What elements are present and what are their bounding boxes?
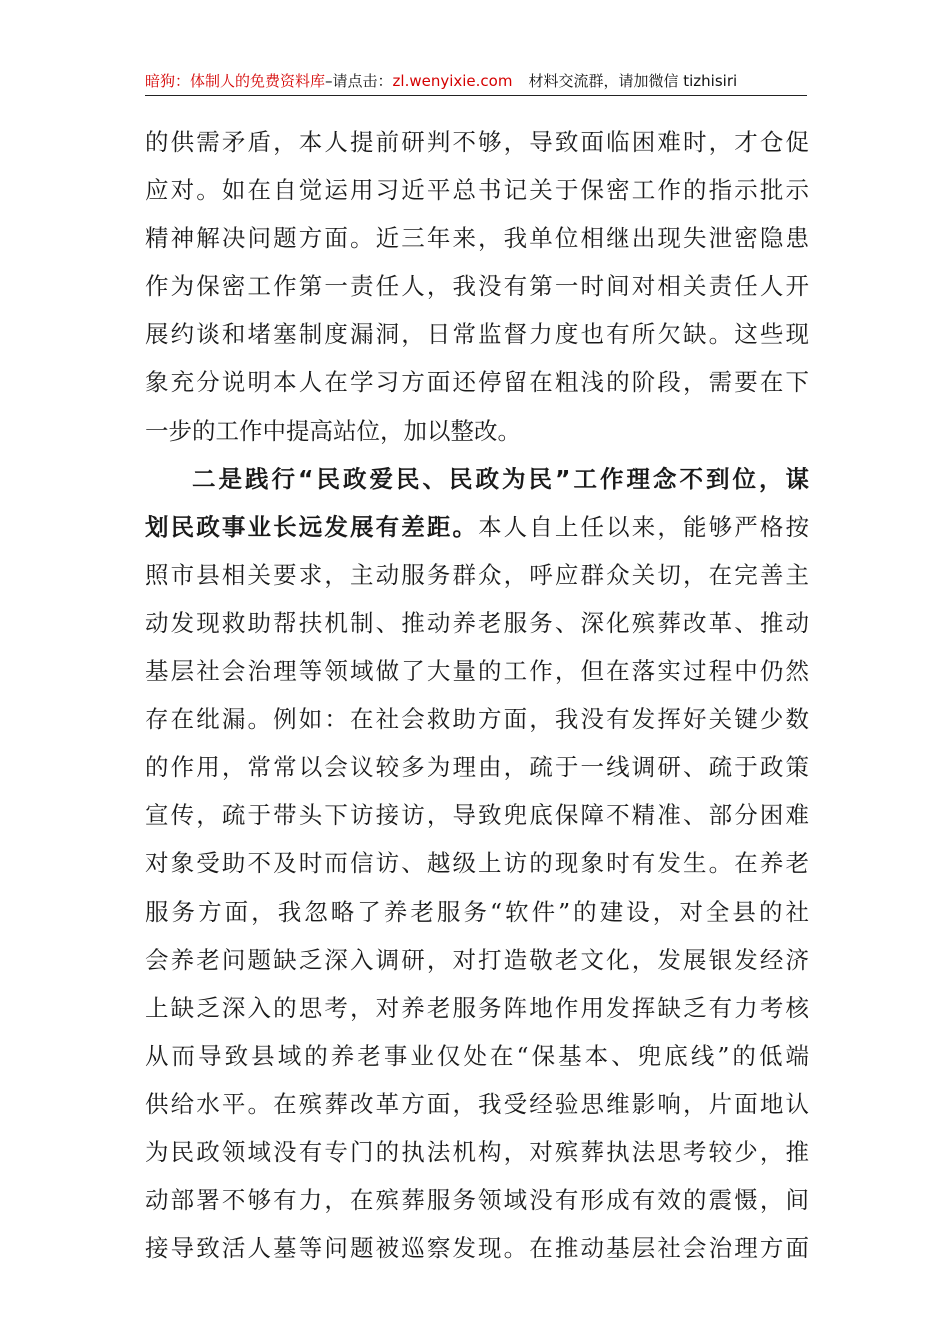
section-heading: 二是践行“民政爱民、民政为民”工作理念不到位，谋: [192, 464, 809, 493]
paragraph-line-mixed: [145, 503, 809, 551]
section-heading-end: 划民政事业长远发展有差距。: [145, 512, 479, 541]
paragraph-line: 从而导致县域的养老事业仅处在“保基本、兜底线”的低端: [145, 1041, 809, 1070]
paragraph-line: 服务方面，我忽略了养老服务“软件”的建设，对全县的社: [145, 897, 809, 926]
paragraph-line: 的作用，常常以会议较多为理由，疏于一线调研、疏于政策: [145, 753, 809, 782]
paragraph-line: 存在纰漏。例如：在社会救助方面，我没有发挥好关键少数: [145, 705, 809, 734]
paragraph-line: 宣传，疏于带头下访接访，导致兜底保障不精准、部分困难: [145, 801, 809, 830]
paragraph-line: 上缺乏深入的思考，对养老服务阵地作用发挥缺乏有力考核: [145, 993, 809, 1022]
paragraph-line: 精神解决问题方面。近三年来，我单位相继出现失泄密隐患: [145, 224, 809, 253]
header-click-label: –请点击：: [325, 72, 393, 90]
header-group-text: 材料交流群，请加微信 tizhisiri: [528, 72, 738, 90]
paragraph-1: [145, 118, 809, 455]
paragraph-line: 为民政领域没有专门的执法机构，对殡葬执法思考较少，推: [145, 1137, 809, 1166]
paragraph-line: 的供需矛盾，本人提前研判不够，导致面临困难时，才仓促: [145, 128, 809, 156]
paragraph-line: 对象受助不及时而信访、越级上访的现象时有发生。在养老: [145, 849, 809, 878]
paragraph-line: 会养老问题缺乏深入调研，对打造敬老文化，发展银发经济: [145, 945, 809, 974]
paragraph-line: 动部署不够有力，在殡葬服务领域没有形成有效的震慑，间: [145, 1186, 809, 1215]
page-header: [145, 70, 807, 96]
paragraph-line: 基层社会治理等领域做了大量的工作，但在落实过程中仍然: [145, 657, 809, 686]
paragraph-text: 本人自上任以来，能够严格按: [478, 512, 810, 541]
header-divider: [145, 95, 807, 96]
paragraph-2: [145, 455, 809, 1273]
paragraph-line: 动发现救助帮扶机制、推动养老服务、深化殡葬改革、推动: [145, 608, 809, 637]
document-body: [145, 118, 809, 1272]
paragraph-line: 接导致活人墓等问题被巡察发现。在推动基层社会治理方面: [145, 1234, 809, 1263]
paragraph-line: 展约谈和堵塞制度漏洞，日常监督力度也有所欠缺。这些现: [145, 320, 809, 349]
paragraph-line: 象充分说明本人在学习方面还停留在粗浅的阶段，需要在下: [145, 368, 809, 397]
paragraph-line: 供给水平。在殡葬改革方面，我受经验思维影响，片面地认: [145, 1089, 809, 1118]
paragraph-line: 应对。如在自觉运用习近平总书记关于保密工作的指示批示: [145, 176, 809, 205]
header-site-name: 暗狗：体制人的免费资料库: [145, 72, 326, 90]
header-url-link[interactable]: zl.wenyixie.com: [392, 72, 513, 90]
paragraph-line: 照市县相关要求，主动服务群众，呼应群众关切，在完善主: [145, 560, 809, 589]
paragraph-line: 作为保密工作第一责任人，我没有第一时间对相关责任人开: [145, 272, 809, 301]
paragraph-line: 一步的工作中提高站位，加以整改。: [145, 416, 521, 445]
